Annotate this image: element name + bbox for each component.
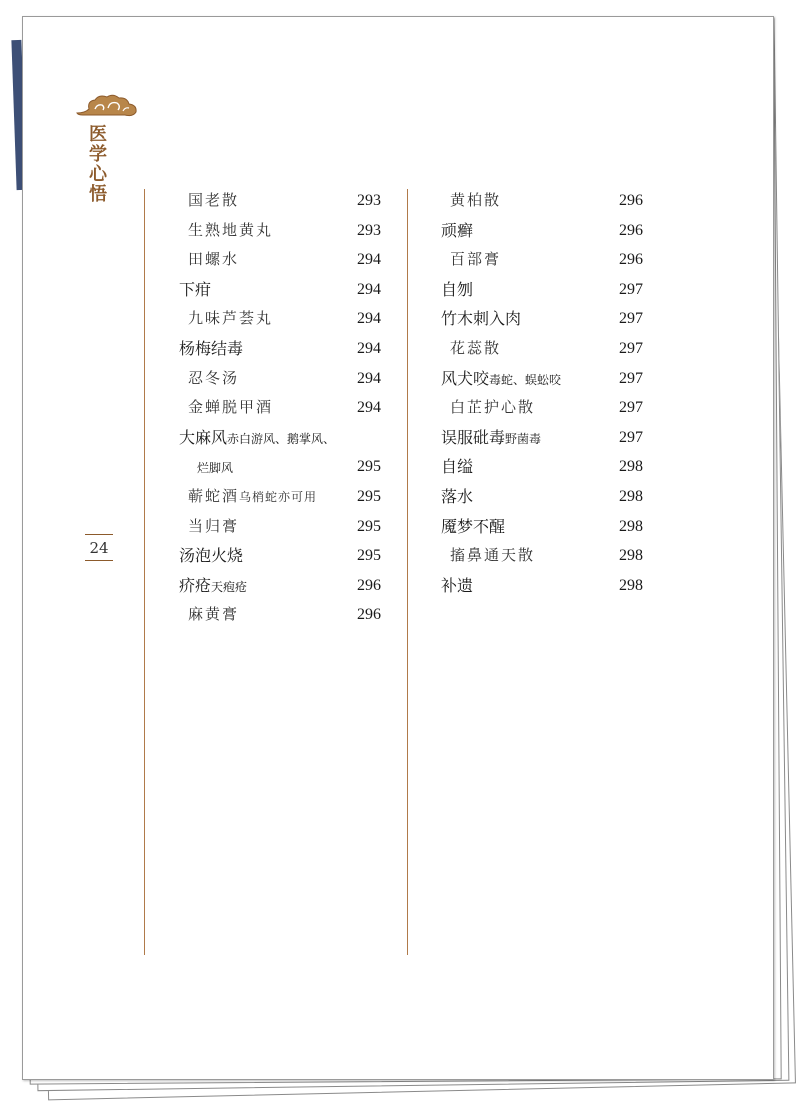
toc-entry[interactable] xyxy=(179,245,381,275)
toc-entry-page: 294 xyxy=(357,339,381,357)
toc-entry-title-text: 疥疮 xyxy=(179,575,212,595)
toc-entry[interactable] xyxy=(441,423,643,453)
toc-entry-title-text: 麻黄膏 xyxy=(188,605,240,624)
toc-entry-title xyxy=(450,541,535,571)
toc-entry[interactable] xyxy=(179,216,381,246)
toc-entry-title xyxy=(188,186,239,216)
toc-entry[interactable] xyxy=(179,334,381,364)
toc-entry-page: 297 xyxy=(619,369,643,387)
toc-entry-page: 297 xyxy=(619,399,643,417)
toc-entry-page: 294 xyxy=(357,310,381,328)
toc-entry-page: 298 xyxy=(619,487,643,505)
toc-entry[interactable] xyxy=(441,334,643,364)
toc-entry-title-text: 汤泡火烧 xyxy=(179,546,244,566)
toc-entry-note: 天疱疮 xyxy=(211,579,248,594)
toc-entry-title xyxy=(188,216,273,246)
toc-entry-title-text: 顽癣 xyxy=(441,220,474,240)
toc-entry[interactable] xyxy=(179,482,381,512)
toc-entry-title-text: 搐鼻通天散 xyxy=(450,546,536,565)
toc-entry-title-text: 下疳 xyxy=(179,279,212,299)
toc-entry-title-text: 落水 xyxy=(441,486,474,506)
toc-entry-page: 296 xyxy=(357,576,381,594)
toc-entry-title-text: 风犬咬 xyxy=(441,368,490,388)
toc-entry-title xyxy=(179,275,211,305)
toc-entry-title-text: 国老散 xyxy=(188,191,240,209)
toc-entry-title-text: 补遗 xyxy=(441,575,474,595)
toc-entry-title xyxy=(179,334,243,364)
toc-entry-title xyxy=(188,364,239,394)
toc-entry-title xyxy=(188,512,239,542)
toc-entry-title xyxy=(441,482,473,512)
toc-entry-title-text: 百部膏 xyxy=(450,250,502,269)
toc-entry-note: 赤白游风、鹅掌风、 xyxy=(227,431,336,446)
toc-entry-title-text: 田螺水 xyxy=(188,250,240,269)
toc-entry[interactable] xyxy=(179,452,381,482)
toc-entry-page: 298 xyxy=(619,458,643,476)
toc-entry[interactable] xyxy=(179,393,381,423)
toc-entry-title xyxy=(441,364,561,396)
toc-entry[interactable] xyxy=(441,393,643,423)
toc-entry-page: 296 xyxy=(357,606,381,624)
toc-column-left xyxy=(179,186,381,630)
toc-entry-note: 烂脚风 xyxy=(197,461,234,476)
toc-page xyxy=(22,16,774,1080)
column-divider-left xyxy=(144,189,145,955)
toc-entry-title xyxy=(450,186,501,216)
toc-entry-page: 295 xyxy=(357,547,381,565)
toc-entry[interactable] xyxy=(441,275,643,305)
column-divider-right xyxy=(407,189,408,955)
toc-entry[interactable] xyxy=(179,571,381,601)
toc-entry-page: 298 xyxy=(619,517,643,535)
toc-entry-page: 298 xyxy=(619,547,643,565)
toc-entry[interactable] xyxy=(179,512,381,542)
toc-entry[interactable] xyxy=(179,364,381,394)
toc-entry-note: 乌梢蛇亦可用 xyxy=(239,489,318,504)
toc-entry-title-text: 生熟地黄丸 xyxy=(188,220,274,239)
toc-entry[interactable] xyxy=(179,600,381,630)
toc-entry-page: 296 xyxy=(619,221,643,239)
toc-entry[interactable] xyxy=(179,304,381,334)
toc-entry[interactable] xyxy=(179,186,381,216)
auspicious-cloud-icon xyxy=(75,93,139,119)
toc-entry-title-text: 忍冬汤 xyxy=(188,368,240,387)
toc-entry-note: 毒蛇、蜈蚣咬 xyxy=(489,372,562,387)
toc-entry-title-text: 九味芦荟丸 xyxy=(188,309,274,328)
toc-entry-note: 野菌毒 xyxy=(505,431,542,446)
toc-entry-page: 293 xyxy=(357,192,381,209)
toc-entry-title xyxy=(179,541,243,571)
toc-entry-page: 296 xyxy=(619,192,643,209)
toc-entry-title xyxy=(188,600,239,630)
toc-entry-title xyxy=(441,275,473,305)
page-number-bottom-rule xyxy=(85,560,113,561)
toc-entry-title-text: 杨梅结毒 xyxy=(179,338,244,358)
toc-entry[interactable] xyxy=(441,186,643,216)
toc-entry-page: 293 xyxy=(357,221,381,239)
toc-column-right xyxy=(441,186,643,600)
toc-entry-title xyxy=(441,452,473,482)
book-title: 医学心悟 xyxy=(89,124,107,205)
toc-entry-title xyxy=(441,216,473,246)
toc-entry-title xyxy=(179,571,247,603)
toc-entry[interactable] xyxy=(441,245,643,275)
toc-entry[interactable] xyxy=(441,482,643,512)
toc-entry-title-text: 黄柏散 xyxy=(450,191,502,209)
toc-entry-title xyxy=(441,423,541,455)
toc-entry-title xyxy=(450,245,501,275)
toc-entry-title xyxy=(188,393,273,423)
toc-entry-title xyxy=(197,452,233,484)
toc-entry-title xyxy=(441,304,521,334)
toc-entry-title xyxy=(188,304,273,334)
toc-entry-title-text: 金蝉脱甲酒 xyxy=(188,398,274,417)
toc-entry-title-text: 白芷护心散 xyxy=(450,398,536,417)
toc-entry-page: 297 xyxy=(619,428,643,446)
toc-entry-title-text: 自刎 xyxy=(441,279,474,299)
toc-entry-title-text: 蕲蛇酒 xyxy=(188,486,240,505)
toc-entry[interactable] xyxy=(441,512,643,542)
toc-entry-page: 297 xyxy=(619,280,643,298)
toc-entry-title-text: 竹木刺入肉 xyxy=(441,309,522,329)
toc-entry[interactable] xyxy=(441,304,643,334)
toc-entry[interactable] xyxy=(441,364,643,394)
toc-entry-title-text: 当归膏 xyxy=(188,516,240,535)
page-number-top-rule xyxy=(85,534,113,535)
toc-entry-title xyxy=(441,512,505,542)
toc-entry[interactable] xyxy=(179,275,381,305)
toc-entry-page: 295 xyxy=(357,517,381,535)
toc-entry[interactable] xyxy=(441,452,643,482)
page-number: 24 xyxy=(89,539,109,557)
toc-entry-page: 297 xyxy=(619,310,643,328)
toc-entry-title-text: 魇梦不醒 xyxy=(441,516,506,536)
toc-entry-title xyxy=(450,334,501,364)
toc-entry[interactable] xyxy=(441,541,643,571)
toc-entry-page: 294 xyxy=(357,251,381,269)
toc-entry-title xyxy=(188,245,239,275)
toc-entry-title xyxy=(188,482,317,513)
toc-entry-title xyxy=(441,571,473,601)
toc-entry-page: 295 xyxy=(357,487,381,505)
toc-entry-page: 294 xyxy=(357,280,381,298)
toc-entry-page: 296 xyxy=(619,251,643,269)
toc-entry[interactable] xyxy=(179,423,381,453)
toc-entry-page: 295 xyxy=(357,458,381,476)
toc-entry-title xyxy=(450,393,535,423)
toc-entry[interactable] xyxy=(179,541,381,571)
toc-entry-page: 297 xyxy=(619,339,643,357)
toc-entry-page: 294 xyxy=(357,369,381,387)
toc-entry-page: 294 xyxy=(357,399,381,417)
toc-entry[interactable] xyxy=(441,216,643,246)
toc-entry[interactable] xyxy=(441,571,643,601)
toc-entry-title xyxy=(179,423,335,455)
toc-entry-title-text: 误服砒毒 xyxy=(441,427,506,447)
toc-entry-page: 298 xyxy=(619,576,643,594)
toc-entry-title-text: 花蕊散 xyxy=(450,338,502,357)
toc-entry-title-text: 大麻风 xyxy=(179,427,228,447)
toc-entry-title-text: 自缢 xyxy=(441,457,474,477)
